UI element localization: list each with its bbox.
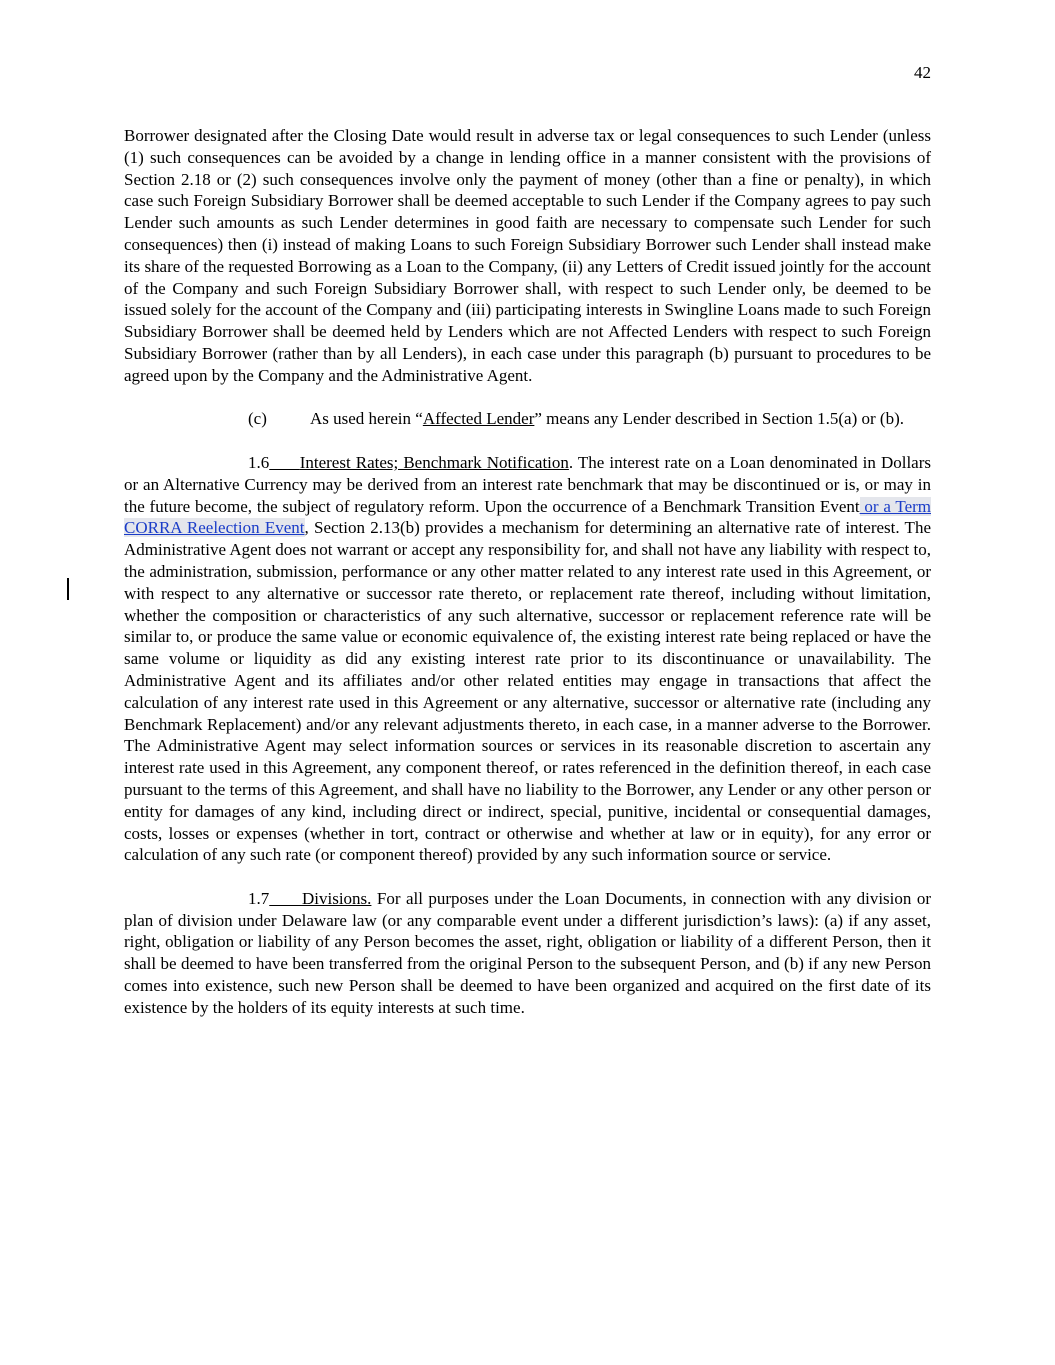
paragraph-c-label: (c) — [248, 409, 267, 429]
section-1-6 — [124, 452, 931, 866]
document-body — [124, 125, 931, 1040]
paragraph-b-text: Borrower designated after the Closing Date would result in adverse tax or legal consequences to such Lender (unless (1) such consequences can be avoided by a change in lending office in a manner consistent with the provisions of Section 2.18 or (2) such consequences involve only the payment of money (other than a fine or penalty), in which case such Foreign Subsidiary Borrower shall be deemed acceptable to such Lender if the Company agrees to pay such Lender such amounts as such Lender determines in good faith are necessary to compensate such Lender for such consequences) then (i) instead of making Loans to such Foreign Subsidiary Borrower such Lender shall instead make its share of the requested Borrowing as a Loan to the Company, (ii) any Letters of Credit issued jointly for the account of the Company and such Foreign Subsidiary Borrower shall, with respect to such Lender only, be deemed to be issued solely for the account of the Company and (iii) participating interests in Swingline Loans made to such Foreign Subsidiary Borrower shall be deemed held by Lenders which are not Affected Lenders with respect to such Foreign Subsidiary Borrower (rather than by all Lenders), in each case under this paragraph (b) pursuant to procedures to be agreed upon by the Company and the Administrative Agent. — [124, 126, 931, 385]
inserted-text-term-corra[interactable]: or a Term CORRA Reelection Event — [124, 496, 931, 538]
paragraph-c-post: ” means any Lender described in Section 1.5(a) or (b). — [534, 409, 904, 429]
page-number: 42 — [914, 63, 931, 82]
paragraph-b-continuation — [124, 125, 931, 387]
paragraph-c-pre: As used herein “ — [310, 409, 423, 429]
section-1-7-tab — [269, 889, 302, 908]
section-1-6-number: 1.6 — [248, 452, 270, 472]
section-1-6-intro: . The interest rate on a Loan denominated in Dollars or an Alternative Currency may be derived from an interest rate benchmark that may be discontinued or is, or may in the future become, the subject of regulatory reform. Upon the occurrence of a Benchmark Transition Event — [124, 452, 932, 516]
section-1-6-rest: , Section 2.13(b) provides a mechanism for determining an alternative rate of interest. The Administrative Agent does not warrant or accept any responsibility for, and shall not have any liability with respect to, the administration, submission, performance or any other matter related to any interest rate used in this Agreement, or with respect to any alternative or successor rate thereto, or replacement rate thereof, including without limitation, whether the composition or characteristics of any such alternative, successor or replacement reference rate will be similar to, or produce the same value or economic equivalence of, the existing interest rate being replaced or have the same volume or liquidity as did any existing interest rate prior to its discontinuance or unavailability. The Administrative Agent and its affiliates and/or other related entities may engage in transactions that affect the calculation of any interest rate used in this Agreement or any alternative, successor or alternative rate (including any Benchmark Replacement) and/or any relevant adjustments thereto, in each case, in a manner adverse to the Borrower. The Administrative Agent may select information sources or services in its reasonable discretion to ascertain any interest rate used in this Agreement, any component thereof, or rates referenced in the definition thereof, in each case pursuant to the terms of this Agreement, and shall have no liability to the Borrower, any Lender or any other person or entity for damages of any kind, including direct or indirect, special, punitive, incidental or consequential damages, costs, losses or expenses (whether in tort, contract or otherwise and whether at law or in equity), for any error or calculation of any such rate (or component thereof) provided by any such information source or service. — [124, 518, 931, 865]
section-1-7-heading: Divisions. — [301, 888, 372, 908]
section-1-6-heading: Interest Rates; Benchmark Notification — [299, 452, 569, 472]
section-1-7-rest: For all purposes under the Loan Documents, in connection with any division or plan of division under Delaware law (or any comparable event under a different jurisdiction’s laws): (a) if any asset, right, obligation or liability of any Person becomes the asset, right, obligation or liability of a different Person, then it shall be deemed to have been transferred from the original Person to the subsequent Person, and (b) if any new Person comes into existence, such new Person shall be deemed to have been organized and acquired on the first date of its existence by the holders of its equity interests at such time. — [124, 888, 931, 1017]
paragraph-c — [124, 408, 931, 430]
revision-change-bar — [67, 578, 69, 600]
section-1-6-tab — [269, 453, 299, 472]
defined-term-affected-lender: Affected Lender — [422, 409, 535, 429]
section-1-7-number: 1.7 — [248, 888, 270, 908]
section-1-7 — [124, 888, 931, 1019]
